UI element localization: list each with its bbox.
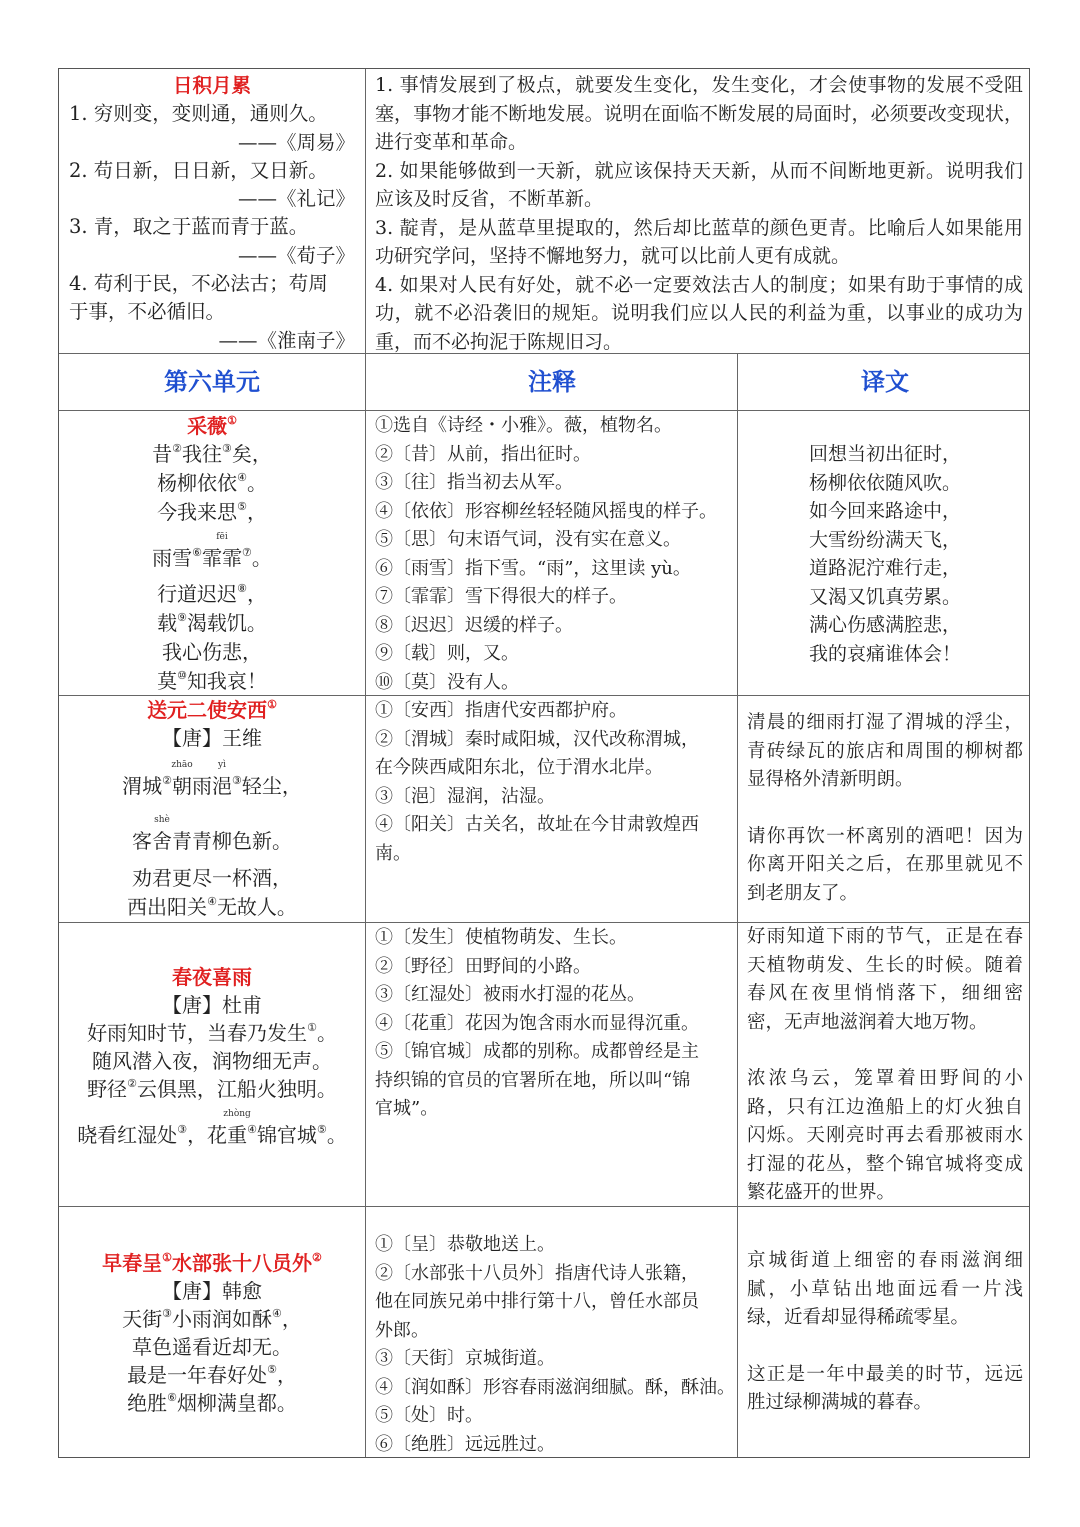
note-item: 持织锦的官员的官署所在地，所以叫“锦 <box>375 1069 691 1091</box>
poem-text: 劝君更尽一杯酒， <box>132 866 292 890</box>
poem-text: 西出阳关 <box>127 895 208 919</box>
poem-text: 草色遥看近却无。 <box>132 1335 292 1359</box>
poem-text: 晓看红湿处 <box>77 1123 178 1147</box>
note-item: ⑤〔锦官城〕成都的别称。成都曾经是主 <box>375 1041 699 1062</box>
note-item: ②〔渭城〕秦时咸阳城，汉代改称渭城， <box>375 728 699 750</box>
notes-zaochun <box>367 1207 737 1457</box>
poem-text: 矣， <box>231 442 272 466</box>
note-item: ⑧〔迟迟〕迟缓的样子。 <box>375 614 573 636</box>
header-notes <box>367 354 737 410</box>
poem-text: 渴载饥。 <box>186 611 267 635</box>
poem-text: 舍 <box>152 829 172 853</box>
poem-text: 轻尘， <box>241 774 302 798</box>
poem-text: 重 <box>227 1123 248 1147</box>
poem-text: 行道迟迟 <box>157 582 238 606</box>
quote-4-source: ——《淮南子》 <box>218 328 355 352</box>
poem-chunyexiyu <box>59 923 365 1206</box>
footnote-mark: ③ <box>177 1123 188 1136</box>
quote-3-source: ——《荀子》 <box>237 243 355 267</box>
note-item: ①〔呈〕恭敬地送上。 <box>375 1234 555 1255</box>
footnote-mark: ⑧ <box>237 582 247 595</box>
header-unit-label: 第六单元 <box>164 367 260 396</box>
poem-text: ， <box>246 500 267 524</box>
note-item: ③〔红湿处〕被雨水打湿的花丛。 <box>375 984 645 1005</box>
quote-2-source: ——《礼记》 <box>237 187 355 211</box>
header-translation-label: 译文 <box>861 367 909 396</box>
note-item: 官城”。 <box>375 1098 439 1119</box>
translation-caiwei <box>739 411 1031 695</box>
note-item: ③〔往〕指当初去从军。 <box>375 472 573 493</box>
note-item: ⑦〔霏霏〕雪下得很大的样子。 <box>375 586 627 607</box>
notes-caiwei <box>367 411 737 695</box>
poem-text: 渭城 <box>122 774 163 798</box>
poem-text: 载 <box>157 611 178 635</box>
quote-1-source: ——《周易》 <box>237 130 355 154</box>
explanation-4: 4. 如果对人民有好处，就不必一定要效法古人的制度；如果有助于事情的成功，就不必沿袭旧的规矩。说明我们应以人民的利益为重，以事业的成功为重，而不必拘泥于陈规旧习。 <box>375 273 1023 353</box>
poem-text: 莫 <box>157 669 178 693</box>
note-item: ⑤〔思〕句末语气词，没有实在意义。 <box>375 529 681 550</box>
footnote-mark: ③ <box>162 1307 172 1320</box>
note-item: ③〔浥〕湿润，沾湿。 <box>375 785 555 807</box>
note-item: 他在同族兄弟中排行第十八，曾任水部员 <box>375 1291 699 1312</box>
note-item: ⑤〔处〕时。 <box>375 1405 483 1426</box>
note-item: ⑩〔莫〕没有人。 <box>375 671 519 693</box>
note-item: ②〔昔〕从前，指出征时。 <box>375 443 591 465</box>
footnote-mark: ⑥ <box>167 1391 177 1404</box>
note-item: 在今陕西咸阳东北，位于渭水北岸。 <box>375 757 663 778</box>
header-unit <box>59 354 365 410</box>
pinyin-annotation: zhāo <box>171 760 193 770</box>
footnote-mark: ① <box>227 414 237 427</box>
poem-text: 最是一年春好处 <box>127 1363 268 1387</box>
poem-text: ， <box>276 1363 297 1387</box>
note-item: ①〔发生〕使植物萌发、生长。 <box>375 927 627 948</box>
poem-text: ，花 <box>187 1123 228 1147</box>
header-translation <box>739 354 1031 410</box>
note-item: ⑥〔雨雪〕指下雪。“雨”，这里读 yù。 <box>375 557 691 579</box>
footnote-mark: ③ <box>232 774 242 787</box>
note-item: ②〔水部张十八员外〕指唐代诗人张籍， <box>375 1262 699 1284</box>
footnote-mark: ⑤ <box>237 500 247 513</box>
poem-text: 我往 <box>182 442 222 466</box>
poem-text: 朝 <box>172 774 192 798</box>
poem-text: 锦官城 <box>256 1123 317 1147</box>
footnote-mark: ① <box>162 1251 172 1264</box>
translation-line: 大雪纷纷满天飞， <box>808 528 961 551</box>
poem-caiwei <box>59 411 365 695</box>
note-item: ①〔安西〕指唐代安西都护府。 <box>375 700 627 721</box>
poem-text: 雨雪 <box>152 546 193 570</box>
footnote-mark: ⑨ <box>177 611 187 624</box>
explanation-3: 3. 靛青，是从蓝草里提取的，然后却比蓝草的颜色更青。比喻后人如果能用功研究学问，坚持不懈地努力，就可以比前人更有成就。 <box>375 216 1023 267</box>
header-notes-label: 注释 <box>528 367 576 396</box>
translation-line: 杨柳依依随风吹。 <box>808 471 961 494</box>
note-item: ④〔润如酥〕形容春雨滋润细腻。酥，酥油。 <box>375 1376 735 1398</box>
poem-text: 无故人。 <box>216 895 297 919</box>
study-table <box>58 68 1030 1458</box>
poem-title: 早春呈 <box>102 1251 163 1275</box>
poem-text: 杨柳依依 <box>157 471 238 495</box>
note-item: 南。 <box>375 842 411 864</box>
poem-text: 。 <box>246 471 267 495</box>
note-item: ①选自《诗经・小雅》。薇，植物名。 <box>375 415 672 436</box>
poem-text: 云俱黑，江船火独明。 <box>136 1077 337 1101</box>
poem-text: 昔 <box>152 442 173 466</box>
poem-text: 霏霏 <box>202 546 242 570</box>
poem-text: 绝胜 <box>127 1391 168 1415</box>
translation-line: 满心伤感满腔悲， <box>808 614 961 636</box>
translation-line: 又渴又饥真劳累。 <box>808 585 961 608</box>
footnote-mark: ② <box>127 1077 137 1090</box>
poem-author: 【唐】王维 <box>162 726 262 750</box>
poem-text: 雨浥 <box>192 774 232 798</box>
daily-accumulation-quotes <box>59 69 365 353</box>
footnote-mark: ④ <box>237 471 247 484</box>
translation-chunyexiyu <box>739 923 1031 1206</box>
poem-text: 知我哀！ <box>186 669 267 693</box>
translation-zaochun <box>739 1207 1031 1457</box>
quote-3: 3. 青，取之于蓝而青于蓝。 <box>69 215 309 239</box>
poem-zaochun <box>59 1207 365 1457</box>
footnote-mark: ⑤ <box>316 1123 327 1136</box>
poem-text: 。 <box>326 1123 347 1147</box>
poem-text: 随风潜入夜，润物细无声。 <box>92 1049 332 1073</box>
section-title: 日积月累 <box>172 74 251 97</box>
note-item: ④〔花重〕花因为饱含雨水而显得沉重。 <box>375 1012 699 1034</box>
poem-text: 。 <box>251 546 272 570</box>
footnote-mark: ② <box>312 1251 322 1264</box>
translation-paragraph: 清晨的细雨打湿了渭城的浮尘，青砖绿瓦的旅店和周围的柳树都显得格外清新明朗。 <box>747 712 1023 790</box>
poem-text: 天街 <box>122 1307 163 1331</box>
quote-4-line-2: 于事，不必循旧。 <box>69 300 226 324</box>
notes-songyuanershi <box>367 696 737 922</box>
note-item: ⑨〔载〕则，又。 <box>375 643 519 664</box>
note-item: ②〔野径〕田野间的小路。 <box>375 955 591 977</box>
note-item: ④〔阳关〕古关名，故址在今甘肃敦煌西 <box>375 814 699 835</box>
pinyin-annotation: zhòng <box>223 1109 251 1119</box>
quote-4-line-1: 4. 苟利于民，不必法古；苟周 <box>69 272 328 296</box>
translation-paragraph: 这正是一年中最美的时节，远远胜过绿柳满城的暮春。 <box>747 1363 1023 1413</box>
footnote-mark: ⑥ <box>192 546 202 559</box>
translation-paragraph: 请你再饮一杯离别的酒吧！因为你离开阳关之后，在那里就见不到老朋友了。 <box>747 825 1023 904</box>
translation-line: 回想当初出征时， <box>808 443 961 465</box>
pinyin-annotation: shè <box>154 815 170 825</box>
note-item: ⑥〔绝胜〕远远胜过。 <box>375 1433 555 1455</box>
poem-author: 【唐】杜甫 <box>162 993 262 1017</box>
translation-line: 道路泥泞难行走， <box>808 557 961 579</box>
poem-title: 送元二使安西 <box>147 698 268 722</box>
poem-text: 今我来思 <box>157 500 238 524</box>
footnote-mark: ⑦ <box>242 546 252 559</box>
poem-text: ， <box>281 1307 302 1331</box>
footnote-mark: ① <box>267 698 277 711</box>
note-item: ③〔天街〕京城街道。 <box>375 1348 555 1369</box>
quote-2: 2. 苟日新，日日新，又日新。 <box>69 158 328 182</box>
footnote-mark: ④ <box>207 895 217 908</box>
translation-line: 我的哀痛谁体会！ <box>808 642 961 665</box>
poem-text: 小雨润如酥 <box>172 1307 272 1331</box>
poem-text: ， <box>246 582 267 606</box>
poem-text: 我心伤悲， <box>162 640 262 664</box>
footnote-mark: ④ <box>272 1307 282 1320</box>
footnote-mark: ③ <box>222 442 232 455</box>
translation-paragraph: 京城街道上细密的春雨滋润细腻，小草钻出地面远看一片浅绿，近看却显得稀疏零星。 <box>747 1250 1023 1328</box>
pinyin-annotation: fēi <box>216 532 228 542</box>
poem-text: 。 <box>316 1021 337 1045</box>
poem-text: 烟柳满皇都。 <box>176 1391 297 1415</box>
poem-title: 采薇 <box>187 414 228 438</box>
notes-chunyexiyu <box>367 923 737 1206</box>
note-item: 外郎。 <box>375 1319 429 1341</box>
poem-title: 水部张十八员外 <box>172 1251 312 1275</box>
poem-text: 野径 <box>87 1077 128 1101</box>
quote-explanations <box>367 69 1031 353</box>
poem-title: 春夜喜雨 <box>172 965 252 989</box>
footnote-mark: ② <box>172 442 182 455</box>
note-item: ④〔依依〕形容柳丝轻轻随风摇曳的样子。 <box>375 500 717 522</box>
translation-songyuanershi <box>739 696 1031 922</box>
explanation-1: 1. 事情发展到了极点，就要发生变化，发生变化，才会使事物的发展不受阻塞，事物才能不断地发展。说明在面临不断发展的局面时，必须要改变现状，进行变革和革命。 <box>375 74 1023 153</box>
poem-text: 客 <box>132 829 152 853</box>
poem-author: 【唐】韩愈 <box>162 1279 262 1303</box>
footnote-mark: ① <box>307 1021 317 1034</box>
pinyin-annotation: yì <box>218 760 226 770</box>
poem-text: 青青柳色新。 <box>172 829 292 853</box>
footnote-mark: ② <box>162 774 172 787</box>
translation-line: 如今回来路途中， <box>808 500 961 522</box>
quote-1: 1. 穷则变，变则通，通则久。 <box>69 102 328 126</box>
poem-text: 好雨知时节，当春乃发生 <box>87 1021 308 1045</box>
explanation-2: 2. 如果能够做到一天新，就应该保持天天新，从而不间断地更新。说明我们应该及时反省，不断革新。 <box>375 159 1023 210</box>
translation-paragraph: 好雨知道下雨的节气，正是在春天植物萌发、生长的时候。随着春风在夜里悄悄落下，细细密密，无声地滋润着大地万物。 <box>747 926 1023 1033</box>
translation-paragraph: 浓浓乌云，笼罩着田野间的小路，只有江边渔船上的灯火独自闪烁。天刚亮时再去看那被雨水打湿的花丛，整个锦官城将变成繁花盛开的世界。 <box>747 1068 1023 1203</box>
poem-songyuanershi <box>59 696 365 922</box>
footnote-mark: ④ <box>247 1123 257 1136</box>
footnote-mark: ⑤ <box>267 1363 277 1376</box>
footnote-mark: ⑩ <box>177 669 187 682</box>
